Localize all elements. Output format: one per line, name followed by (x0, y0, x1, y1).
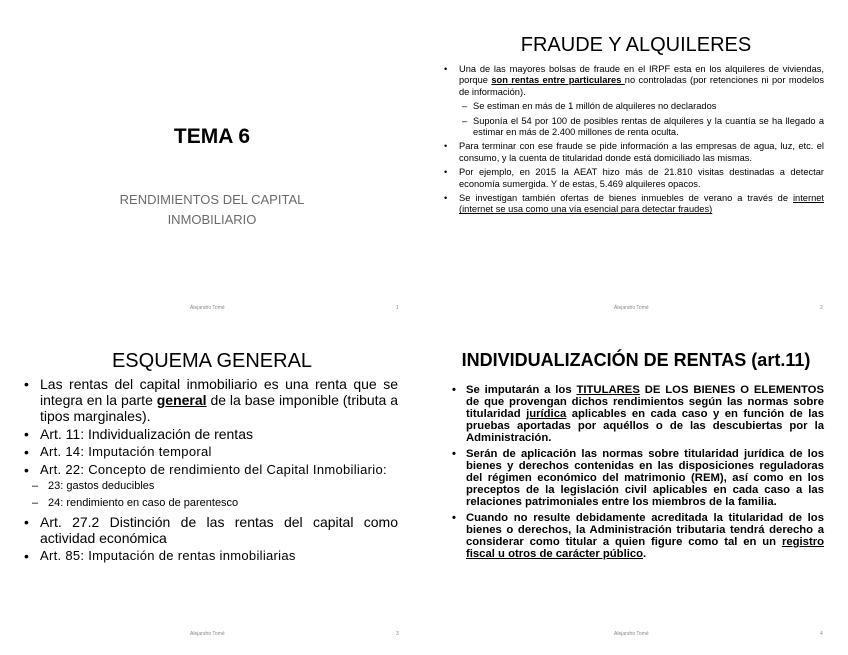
bullet-art-11: • Art. 11: Individualización de rentas (24, 426, 398, 442)
slide-4-page-number: 4 (820, 631, 823, 637)
emphasis-juridica: jurídica (526, 408, 567, 420)
slide-4 (424, 328, 848, 655)
bullet-rem: • Serán de aplicación las normas sobre titularidad jurídica de los bienes y derechos contenidas en las disposiciones reguladoras del régimen económico del matrimonio (REM), así como en los preceptos de la legislación civil aplicables en cada caso a las relaciones patrimoniales entre los miembros de la familia. (452, 448, 824, 508)
emphasis-titulares: TITULARES (576, 384, 640, 396)
bullet-art-22: • Art. 22: Concepto de rendimiento del Capital Inmobiliario: (24, 462, 398, 478)
bullet-internet-offers: • Se investigan también ofertas de bienes inmuebles de verano a través de internet (internet se usa como una vía esencial para detectar fraudes) (444, 193, 824, 216)
slide-3 (0, 328, 424, 655)
bullet-utilities-info: • Para terminar con ese fraude se pide información a las empresas de agua, luz, etc. el consumo, y la cuenta de titularidad donde está domiciliado las mismas. (444, 141, 824, 164)
bullet-fraud-rentals: • Una de las mayores bolsas de fraude en el IRPF esta en los alquileres de viviendas, porque son rentas entre particulares no controladas (por retenciones ni por modelos de información). (444, 64, 824, 98)
sub-bullet-art-24: – 24: rendimiento en caso de parentesco (24, 497, 398, 510)
slide-1-author: Alejandro Tomé (190, 305, 225, 311)
internet-text: internet (internet se usa como una vía esencial para detectar fraudes) (459, 193, 824, 215)
slide-2-title: FRAUDE Y ALQUILERES (520, 34, 752, 56)
sub-bullet-estimate: – Se estiman en más de 1 millón de alquileres no declarados (444, 101, 824, 112)
subtitle-line-1: RENDIMIENTOS DEL CAPITAL (119, 192, 305, 207)
slide-2-page-number: 2 (820, 305, 823, 311)
sub-bullet-art-23: – 23: gastos deducibles (24, 480, 398, 493)
bullet-aeat-visits: • Por ejemplo, en 2015 la AEAT hizo más de 21.810 visitas destinadas a detectar economía sumergida. Y de estas, 5.469 alquileres opacos. (444, 167, 824, 190)
subtitle-line-2: INMOBILIARIO (167, 212, 257, 227)
emphasis-particulares: son rentas entre particulares (491, 75, 625, 86)
bullet-art-85: • Art. 85: Imputación de rentas inmobiliarias (24, 548, 398, 564)
bullet-art-27: • Art. 27.2 Distinción de las rentas del capital como actividad económica (24, 514, 398, 546)
slide-1-subtitle (70, 190, 354, 230)
slide-3-bullets (24, 376, 398, 566)
bullet-general-base: • Las rentas del capital inmobiliario es una renta que se integra en la parte general de la base imponible (tributa a tipos marginales). (24, 376, 398, 424)
slide-1-page-number: 1 (396, 305, 399, 311)
emphasis-general: general (156, 392, 207, 408)
slide-1-title: TEMA 6 (173, 125, 251, 148)
slide-2 (424, 0, 848, 327)
slide-3-title: ESQUEMA GENERAL (111, 350, 313, 372)
slide-3-page-number: 3 (396, 631, 399, 637)
bullet-titulares: • Se imputarán a los TITULARES DE LOS BIENES O ELEMENTOS de que provengan dichos rendimientos según las normas sobre titularidad jurídica aplicables en cada caso y en función de las pruebas aportadas por aquéllos o de las descubiertas por la Administración. (452, 384, 824, 444)
slide-4-title: INDIVIDUALIZACIÓN DE RENTAS (art.11) (461, 350, 811, 370)
emphasis-fiscal: fiscal u otros de carácter público (466, 548, 644, 560)
slide-4-bullets (452, 384, 824, 564)
bullet-registro: • Cuando no resulte debidamente acreditada la titularidad de los bienes o derechos, la Administración tributaria tendrá derecho a considerar como titular a quien figure como tal en un registro fiscal u otros de carácter público. (452, 512, 824, 560)
slide-1 (0, 0, 424, 327)
bullet-art-14: • Art. 14: Imputación temporal (24, 444, 398, 460)
slide-2-author: Alejandro Tomé (614, 305, 649, 311)
slide-3-author: Alejandro Tomé (190, 631, 225, 637)
sub-bullet-percentage: – Suponía el 54 por 100 de posibles rentas de alquileres y la cuantía se ha llegado a estimar en más de 2.400 millones de renta oculta. (444, 116, 824, 139)
slide-4-author: Alejandro Tomé (614, 631, 649, 637)
emphasis-registro: registro (781, 536, 824, 548)
slide-2-bullets (444, 64, 824, 219)
